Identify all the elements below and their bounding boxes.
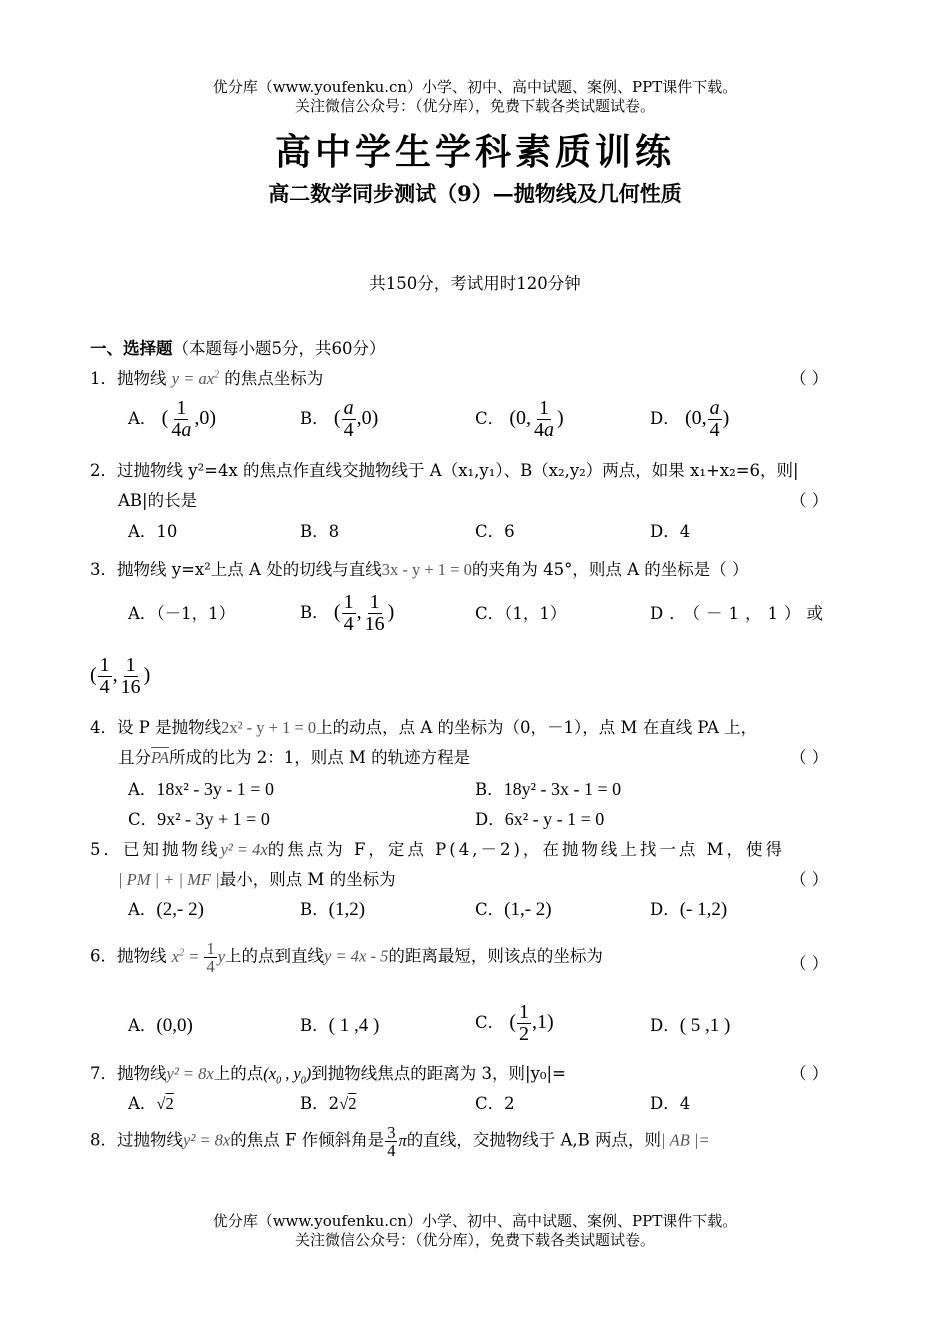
header-line-1: 优分库（www.youfenku.cn）小学、初中、高中试题、案例、PPT课件下载。 <box>212 78 738 96</box>
q4-option-c-label: C． <box>128 810 158 829</box>
q5-option-b-label: B． <box>300 900 329 919</box>
exam-info: 共150分，考试用时120分钟 <box>369 274 581 293</box>
q5-option-b-value: (1,2) <box>328 899 366 920</box>
q2-answer-paren: （ ） <box>790 491 829 510</box>
q8-number: 8． <box>90 1130 117 1150</box>
q1-option-a[interactable] <box>128 398 216 441</box>
q1-answer-paren: （ ） <box>790 369 829 388</box>
q4-option-b-value: 18y² - 3x - 1 = 0 <box>503 779 622 799</box>
q2-option-d[interactable]: D．4 <box>650 522 691 541</box>
q4-line2 <box>118 744 470 768</box>
section-header <box>90 335 386 359</box>
q5-option-a[interactable] <box>128 896 204 921</box>
q5-option-d[interactable] <box>650 896 727 921</box>
q7-number: 7． <box>90 1064 117 1083</box>
question-3-stem <box>90 556 748 580</box>
q3-number: 3． <box>90 560 117 579</box>
q7-option-a[interactable] <box>128 1090 174 1114</box>
q4-option-a-label: A． <box>128 780 157 799</box>
q3-option-d-value: ( $\frac{1}{4}$ , $\frac{1}{16}$ ) <box>90 654 151 698</box>
q1-option-b-label: B． <box>300 409 329 429</box>
q1-equation: $y = ax^2$ <box>171 369 220 388</box>
q1-option-a-label: A． <box>128 409 157 429</box>
q6-equation: $x^2$ = $\frac{1}{4}$ y <box>171 939 226 977</box>
question-8-stem <box>90 1124 710 1160</box>
q4-line2-pre: 且分 <box>118 748 151 767</box>
q7-option-c[interactable]: C．2 <box>475 1094 515 1113</box>
q4-line2-post: 所成的比为 2：1，则点 M 的轨迹方程是 <box>169 748 471 767</box>
q6-option-a-label: A． <box>128 1016 157 1035</box>
q4-answer-paren: （ ） <box>790 748 829 767</box>
q1-option-c-value: (0, $\frac{1}{4a}$ ) <box>509 397 564 441</box>
q1-option-c[interactable] <box>475 398 564 441</box>
q6-option-d-label: D． <box>650 1016 680 1035</box>
q5-option-d-value: (- 1,2) <box>679 899 728 920</box>
q4-option-b-label: B． <box>475 780 504 799</box>
q1-option-d-value: (0, $\frac{a}{4}$ ) <box>684 397 730 441</box>
question-6-stem <box>90 940 603 976</box>
q8-tail: | AB |= <box>661 1130 710 1150</box>
q6-option-c-label: C． <box>475 1013 505 1033</box>
section-label: 一、选择题 <box>90 339 173 358</box>
q5-option-a-label: A． <box>128 900 157 919</box>
q7-option-b-label: B．2 <box>300 1094 340 1113</box>
q1-option-b-value: ( $\frac{a}{4}$ ,0) <box>333 397 379 441</box>
q5-line2-post: 最小，则点 M 的坐标为 <box>219 870 396 889</box>
q5-line1-equation: y² = 4x <box>220 840 268 859</box>
q4-line1-pre: 设 P 是抛物线 <box>117 718 222 737</box>
q6-option-b-label: B． <box>300 1016 329 1035</box>
q5-line1-post: 的焦点为 F，定点 P(4,－2)，在抛物线上找一点 M，使得 <box>267 840 786 859</box>
q6-option-d-value: ( 5 ,1 ) <box>679 1015 731 1036</box>
question-1-stem <box>90 365 323 389</box>
q3-option-b-label: B． <box>300 603 329 623</box>
q7-option-a-value: √2 <box>156 1094 174 1113</box>
q1-pre: 抛物线 <box>117 369 167 388</box>
q2-option-a[interactable]: A．10 <box>128 522 178 541</box>
q7-answer-paren: （ ） <box>790 1064 829 1083</box>
q8-mid: 的焦点 F 作倾斜角是 <box>230 1130 385 1150</box>
question-5-stem <box>90 836 785 860</box>
q6-option-c[interactable] <box>475 1002 554 1045</box>
q7-option-d[interactable]: D．4 <box>650 1094 691 1113</box>
q5-answer-paren: （ ） <box>790 870 829 889</box>
q6-option-d[interactable] <box>650 1012 730 1037</box>
q6-answer-paren: （ ） <box>790 954 829 973</box>
q2-line1: 过抛物线 y²=4x 的焦点作直线交抛物线于 A（x₁,y₁）、B（x₂,y₂）两点，如果 x₁+x₂=6，则| <box>117 461 799 480</box>
q1-number: 1． <box>90 369 117 388</box>
q7-post: 到抛物线焦点的距离为 3，则|y₀|= <box>311 1064 566 1083</box>
q1-post: 的焦点坐标为 <box>224 369 324 388</box>
q8-angle: $\frac{3}{4}$ π <box>387 1123 407 1161</box>
q5-line2-equation: | PM | + | MF | <box>118 870 220 889</box>
q2-option-c[interactable]: C．6 <box>475 522 515 541</box>
q1-option-b[interactable] <box>300 398 378 441</box>
q8-post: 的直线，交抛物线于 A,B 两点，则 <box>406 1130 661 1150</box>
q7-option-b-value: √2 <box>339 1094 357 1113</box>
q3-equation: 3x - y + 1 = 0 <box>381 560 472 579</box>
q1-option-d-label: D． <box>650 409 680 429</box>
footer-line-2: 关注微信公众号：（优分库），免费下载各类试题试卷。 <box>294 1231 655 1249</box>
q4-option-b[interactable] <box>475 776 621 800</box>
q1-option-c-label: C． <box>475 409 505 429</box>
question-2-stem <box>90 457 799 481</box>
q7-mid: 上的点 <box>213 1064 264 1083</box>
q4-option-d-value: 6x² - y - 1 = 0 <box>504 809 605 829</box>
q2-number: 2． <box>90 461 117 480</box>
question-4-stem <box>90 714 757 738</box>
q3-option-b[interactable] <box>300 592 394 635</box>
page-title: 高中学生学科素质训练 <box>274 131 675 173</box>
q6-option-b-value: ( 1 ,4 ) <box>328 1015 380 1036</box>
q7-pre: 抛物线 <box>117 1064 167 1083</box>
q5-option-a-value: (2,- 2) <box>156 899 204 920</box>
q3-option-b-value: ( $\frac{1}{4}$ , $\frac{1}{16}$ ) <box>333 591 395 635</box>
q5-option-c[interactable] <box>475 896 552 921</box>
q6-number: 6． <box>90 946 117 966</box>
q4-option-d[interactable] <box>475 806 604 830</box>
q7-equation: y² = 8x <box>166 1064 214 1083</box>
q3-pre: 抛物线 y=x²上点 A 处的切线与直线 <box>117 560 382 579</box>
q4-option-a[interactable] <box>128 776 274 800</box>
q7-point: ($x_0$ , $y_0$) <box>263 1064 312 1087</box>
q3-option-c[interactable]: C．（1，1） <box>475 604 567 623</box>
q4-option-c-value: 9x² - 3y + 1 = 0 <box>157 809 270 829</box>
q2-line2: AB|的长是 <box>118 491 198 510</box>
q6-post: 的距离最短，则该点的坐标为 <box>388 946 603 966</box>
q4-option-c[interactable] <box>128 806 270 830</box>
q5-option-c-label: C． <box>475 900 505 919</box>
q5-option-d-label: D． <box>650 900 680 919</box>
question-7-stem <box>90 1060 566 1086</box>
q8-pre: 过抛物线 <box>117 1130 183 1150</box>
q5-line2 <box>118 866 396 890</box>
q3-option-d[interactable]: D．（－1，1）或 <box>650 604 829 623</box>
q1-option-a-value: ( $\frac{1}{4a}$ ,0) <box>161 397 217 441</box>
q4-vector-pa: $\overline{PA}$ <box>151 748 170 767</box>
q7-option-a-label: A． <box>128 1094 157 1113</box>
q3-post: 的夹角为 45°，则点 A 的坐标是（ ） <box>471 560 749 579</box>
q5-line1-pre: 已知抛物线 <box>123 840 221 859</box>
footer-line-1: 优分库（www.youfenku.cn）小学、初中、高中试题、案例、PPT课件下载。 <box>212 1212 738 1230</box>
q6-option-a-value: (0,0) <box>156 1015 193 1036</box>
q5-number: 5． <box>90 840 123 859</box>
q5-option-c-value: (1,- 2) <box>504 899 552 920</box>
q6-line-equation: y = 4x - 5 <box>324 946 389 966</box>
q6-option-b[interactable] <box>300 1012 379 1037</box>
q6-mid: 上的点到直线 <box>225 946 325 966</box>
page-subtitle: 高二数学同步测试（9）—抛物线及几何性质 <box>268 181 682 206</box>
q3-option-a[interactable]: A．（－1，1） <box>128 604 236 623</box>
q6-pre: 抛物线 <box>117 946 167 966</box>
q4-option-d-label: D． <box>475 810 505 829</box>
q1-option-d[interactable] <box>650 398 729 441</box>
section-note: （本题每小题5分，共60分） <box>172 339 386 358</box>
q5-option-b[interactable] <box>300 896 365 921</box>
q4-number: 4． <box>90 718 117 737</box>
q4-option-a-value: 18x² - 3y - 1 = 0 <box>156 779 274 799</box>
q8-equation: y² = 8x <box>183 1130 231 1150</box>
q6-option-a[interactable] <box>128 1012 193 1037</box>
q4-line1-equation: 2x² - y + 1 = 0 <box>221 718 317 737</box>
q2-option-b[interactable]: B．8 <box>300 522 340 541</box>
q6-option-c-value: ( $\frac{1}{2}$ ,1) <box>509 1001 554 1045</box>
q7-option-b[interactable] <box>300 1090 356 1114</box>
q4-line1-post: 上的动点，点 A 的坐标为（0，－1），点 M 在直线 PA 上， <box>316 718 758 737</box>
header-line-2: 关注微信公众号：（优分库），免费下载各类试题试卷。 <box>294 97 655 115</box>
